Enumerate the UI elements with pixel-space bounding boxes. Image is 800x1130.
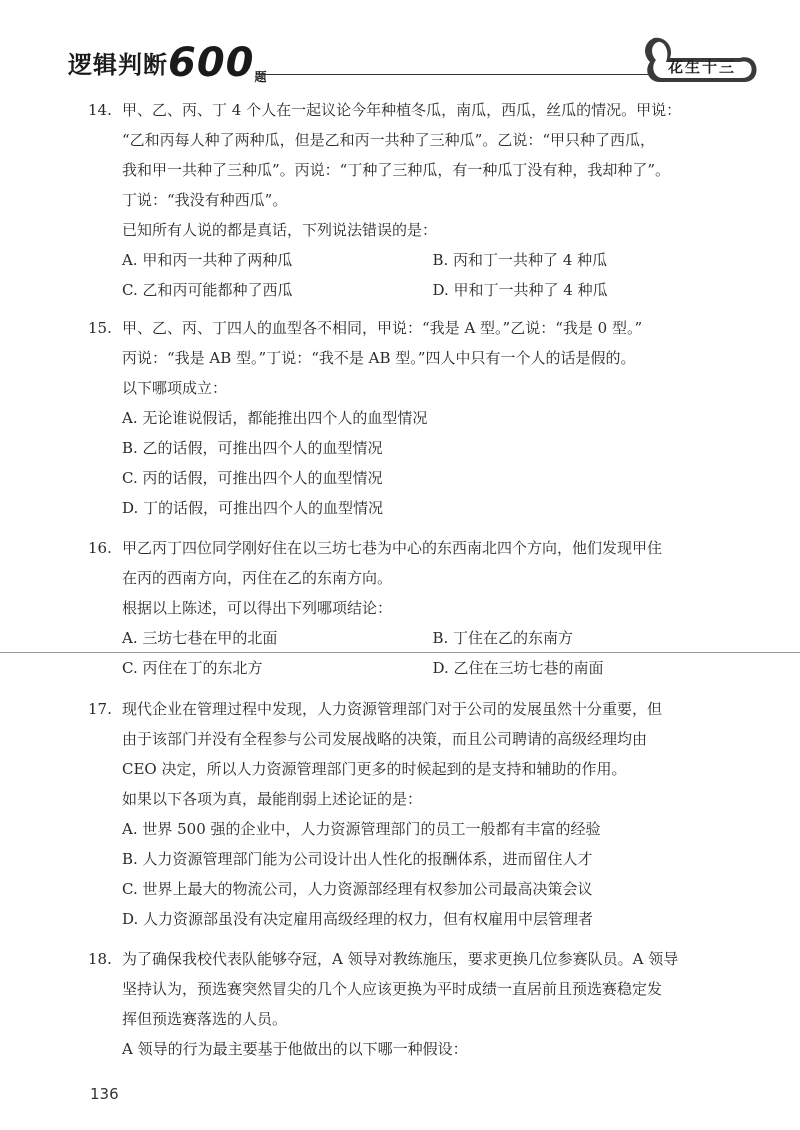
question-text: 甲、乙、丙、丁四人的血型各不相同，甲说：“我是 A 型。”乙说：“我是 0 型。” (122, 319, 643, 337)
option-row (88, 275, 743, 305)
question-first-line (88, 313, 743, 343)
option-row (88, 653, 743, 683)
question-16 (88, 533, 743, 683)
question-text: 甲、乙、丙、丁 4 个人在一起议论今年种植冬瓜，南瓜，西瓜，丝瓜的情况。甲说： (122, 101, 682, 119)
question-text: 挥但预选赛落选的人员。 (122, 1010, 288, 1028)
page-number: 136 (90, 1085, 119, 1103)
option-d: D. 人力资源部虽没有决定雇用高级经理的权力，但有权雇用中层管理者 (122, 910, 594, 928)
option-d: D. 乙住在三坊七巷的南面 (432, 659, 604, 677)
question-first-line (88, 694, 743, 724)
option-row (88, 245, 743, 275)
question-14 (88, 95, 743, 305)
question-15 (88, 313, 743, 523)
scan-divider-line (0, 652, 800, 653)
question-text: 现代企业在管理过程中发现，人力资源管理部门对于公司的发展虽然十分重要，但 (122, 700, 663, 718)
question-first-line (88, 95, 743, 125)
option-c: C. 丙住在丁的东北方 (122, 659, 263, 677)
question-prompt: 根据以上陈述，可以得出下列哪项结论： (122, 599, 393, 617)
question-first-line (88, 944, 743, 974)
book-title (68, 40, 268, 86)
option-b: B. 丙和丁一共种了 4 种瓜 (432, 251, 608, 269)
question-17 (88, 694, 743, 934)
question-number: 15. (88, 319, 112, 337)
question-prompt: 已知所有人说的都是真话，下列说法错误的是： (122, 221, 438, 239)
option-c: C. 丙的话假，可推出四个人的血型情况 (122, 469, 383, 487)
option-b: B. 人力资源管理部门能为公司设计出人性化的报酬体系，进而留住人才 (122, 850, 593, 868)
question-text: 为了确保我校代表队能够夺冠，A 领导对教练施压，要求更换几位参赛队员。A 领导 (122, 950, 679, 968)
question-text: 我和甲一共种了三种瓜”。丙说：“丁种了三种瓜，有一种瓜丁没有种，我却种了”。 (122, 161, 671, 179)
question-text: 在丙的西南方向，丙住在乙的东南方向。 (122, 569, 393, 587)
option-d: D. 丁的话假，可推出四个人的血型情况 (122, 499, 384, 517)
question-text: 甲乙丙丁四位同学刚好住在以三坊七巷为中心的东西南北四个方向，他们发现甲住 (122, 539, 663, 557)
question-prompt: A 领导的行为最主要基于他做出的以下哪一种假设： (122, 1040, 468, 1058)
question-text: 丙说：“我是 AB 型。”丁说：“我不是 AB 型。”四人中只有一个人的话是假的。 (122, 349, 636, 367)
book-title-number: 600 (168, 40, 255, 86)
question-text: 由于该部门并没有全程参与公司发展战略的决策，而且公司聘请的高级经理均由 (122, 730, 648, 748)
option-a: A. 世界 500 强的企业中，人力资源管理部门的员工一般都有丰富的经验 (122, 820, 601, 838)
header-rule (258, 74, 653, 75)
question-text: “乙和丙每人种了两种瓜，但是乙和丙一共种了三种瓜”。乙说：“甲只种了西瓜， (122, 131, 656, 149)
question-prompt: 以下哪项成立： (122, 379, 228, 397)
question-prompt: 如果以下各项为真，最能削弱上述论证的是： (122, 790, 423, 808)
option-row (88, 623, 743, 653)
option-a: A. 甲和丙一共种了两种瓜 (122, 251, 293, 269)
option-b: B. 乙的话假，可推出四个人的血型情况 (122, 439, 383, 457)
logo-text: 花生十三 (668, 58, 737, 76)
option-d: D. 甲和丁一共种了 4 种瓜 (432, 281, 608, 299)
option-c: C. 乙和丙可能都种了西瓜 (122, 281, 293, 299)
option-c: C. 世界上最大的物流公司，人力资源部经理有权参加公司最高决策会议 (122, 880, 593, 898)
question-text: 丁说：“我没有种西瓜”。 (122, 191, 288, 209)
option-a: A. 三坊七巷在甲的北面 (122, 629, 278, 647)
question-18 (88, 944, 743, 1064)
option-b: B. 丁住在乙的东南方 (432, 629, 574, 647)
question-number: 17. (88, 700, 112, 718)
question-first-line (88, 533, 743, 563)
question-text: CEO 决定，所以人力资源管理部门更多的时候起到的是支持和辅助的作用。 (122, 760, 627, 778)
book-title-text: 逻辑判断 (68, 51, 168, 79)
book-title-suffix: 题 (254, 70, 268, 84)
question-number: 18. (88, 950, 112, 968)
question-number: 16. (88, 539, 112, 557)
option-a: A. 无论谁说假话，都能推出四个人的血型情况 (122, 409, 428, 427)
question-text: 坚持认为，预选赛突然冒尖的几个人应该更换为平时成绩一直居前且预选赛稳定发 (122, 980, 663, 998)
page-header (0, 0, 800, 90)
question-number: 14. (88, 101, 112, 119)
